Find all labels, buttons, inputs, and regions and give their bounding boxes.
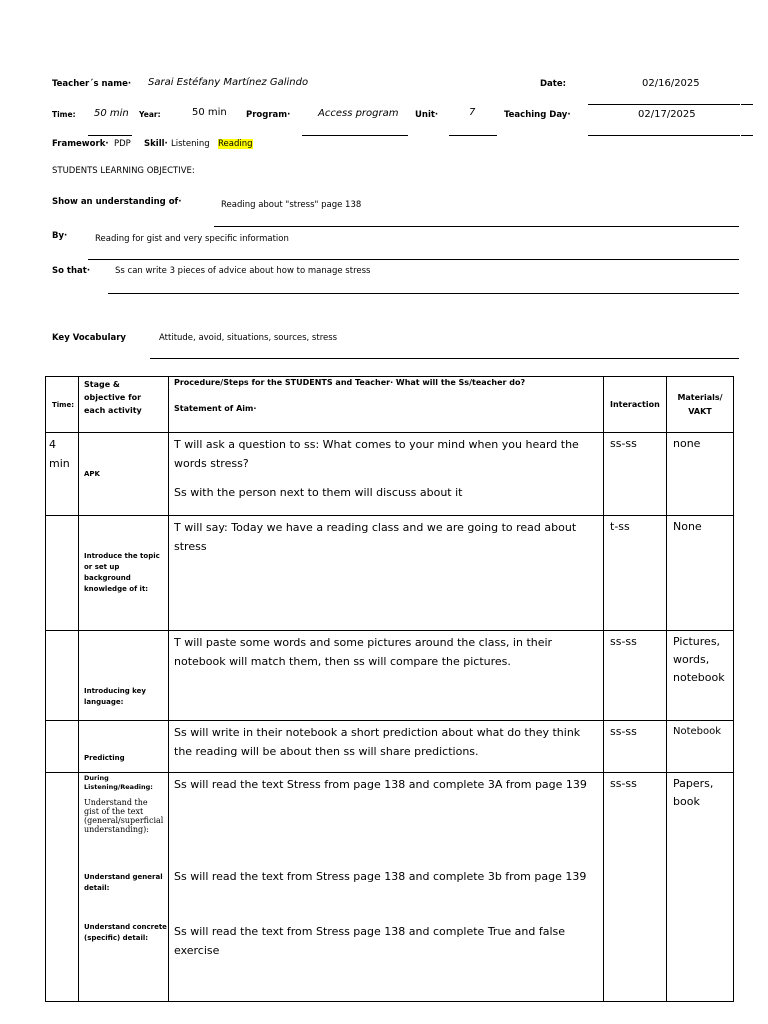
show-understanding-label: Show an understanding of· bbox=[52, 197, 182, 207]
teacher-name-label: Teacher´s name· bbox=[52, 79, 132, 89]
table-row bbox=[46, 433, 734, 516]
skill-listening: Listening bbox=[171, 139, 210, 149]
row-materials: none bbox=[667, 433, 734, 516]
row-procedure: T will paste some words and some pictures around the class, in their notebook will match them, then ss will compare the pictures. bbox=[169, 631, 604, 721]
table-row bbox=[46, 631, 734, 721]
stage-during: During Listening/Reading: bbox=[84, 774, 153, 791]
table-row bbox=[46, 773, 734, 1002]
objective-title: STUDENTS LEARNING OBJECTIVE: bbox=[52, 166, 195, 176]
row-time bbox=[46, 721, 79, 773]
teaching-day-label: Teaching Day· bbox=[504, 110, 571, 120]
unit-underline bbox=[449, 135, 497, 136]
row-time bbox=[46, 631, 79, 721]
teacher-name-value: Sarai Estéfany Martínez Galindo bbox=[148, 77, 309, 88]
key-vocabulary-label: Key Vocabulary bbox=[52, 333, 126, 343]
by-label: By· bbox=[52, 231, 68, 241]
year-label: Year: bbox=[139, 110, 161, 119]
by-value: Reading for gist and very specific information bbox=[95, 234, 289, 244]
row-procedure: T will ask a question to ss: What comes to your mind when you heard the words stress? Ss with the person next to them will discuss about it bbox=[169, 433, 604, 516]
row-interaction: ss-ss bbox=[604, 433, 667, 516]
row-procedure: Ss will write in their notebook a short prediction about what do they think the reading will be about then ss will share predictions. bbox=[169, 721, 604, 773]
by-underline bbox=[88, 259, 739, 260]
row-materials: Notebook bbox=[667, 721, 734, 773]
time-underline bbox=[88, 135, 132, 136]
teaching-day-underline bbox=[588, 135, 740, 136]
row-stage: APK bbox=[79, 433, 169, 516]
row-procedure: T will say: Today we have a reading class and we are going to read about stress bbox=[169, 516, 604, 631]
row-interaction: ss-ss bbox=[604, 721, 667, 773]
program-underline bbox=[302, 135, 408, 136]
header-time: Time: bbox=[46, 377, 79, 433]
lesson-plan-table bbox=[45, 376, 734, 1002]
date-underline bbox=[588, 104, 740, 105]
program-label: Program· bbox=[246, 110, 291, 120]
row-stage: Introduce the topic or set up background knowledge of it: bbox=[79, 516, 169, 631]
key-vocabulary-underline bbox=[150, 358, 739, 359]
header-materials: Materials/ VAKT bbox=[667, 377, 734, 433]
row-time bbox=[46, 516, 79, 631]
header-stage: Stage & objective for each activity bbox=[79, 377, 169, 433]
stage-gist: Understand the gist of the text (general/superficial understanding): bbox=[84, 798, 164, 834]
table-header-row bbox=[46, 377, 734, 433]
stage-general: Understand general detail: bbox=[84, 873, 163, 892]
skill-reading-highlight: Reading bbox=[218, 139, 253, 149]
row-interaction: t-ss bbox=[604, 516, 667, 631]
time-value: 50 min bbox=[94, 108, 129, 119]
teaching-day-underline-ext bbox=[741, 135, 753, 136]
header-interaction: Interaction bbox=[604, 377, 667, 433]
row-materials: Papers, book bbox=[667, 773, 734, 1002]
teaching-day-value: 02/17/2025 bbox=[638, 109, 696, 120]
show-understanding-underline bbox=[214, 226, 739, 227]
table-row bbox=[46, 516, 734, 631]
time-label: Time: bbox=[52, 110, 76, 119]
header-procedure: Procedure/Steps for the STUDENTS and Teacher· What will the Ss/teacher do? Statement of Aim· bbox=[169, 377, 604, 433]
row-materials: Pictures, words, notebook bbox=[667, 631, 734, 721]
date-label: Date: bbox=[540, 79, 567, 89]
row-procedure: Ss will read the text Stress from page 138 and complete 3A from page 139 Ss will read the text from Stress page 138 and complete 3b from page 139 Ss will read the text from Stress page 138 and complete True and false exercise bbox=[169, 773, 604, 1002]
row-materials: None bbox=[667, 516, 734, 631]
row-time: 4 min bbox=[46, 433, 79, 516]
row-interaction: ss-ss bbox=[604, 773, 667, 1002]
date-underline-ext bbox=[741, 104, 753, 105]
row-stage bbox=[79, 773, 169, 1002]
show-understanding-value: Reading about "stress" page 138 bbox=[221, 200, 362, 210]
key-vocabulary-value: Attitude, avoid, situations, sources, stress bbox=[159, 333, 338, 343]
unit-value: 7 bbox=[469, 107, 476, 118]
so-that-underline bbox=[108, 293, 739, 294]
date-value: 02/16/2025 bbox=[642, 78, 700, 89]
so-that-value: Ss can write 3 pieces of advice about how to manage stress bbox=[115, 266, 371, 276]
row-stage: Introducing key language: bbox=[79, 631, 169, 721]
skill-label: Skill· bbox=[144, 139, 168, 149]
row-interaction: ss-ss bbox=[604, 631, 667, 721]
so-that-label: So that· bbox=[52, 266, 91, 276]
unit-label: Unit· bbox=[415, 110, 439, 120]
framework-label: Framework· bbox=[52, 139, 109, 149]
framework-value: PDP bbox=[114, 139, 131, 149]
row-stage: Predicting bbox=[79, 721, 169, 773]
year-value: 50 min bbox=[192, 107, 227, 118]
table-row bbox=[46, 721, 734, 773]
row-time bbox=[46, 773, 79, 1002]
stage-concrete: Understand concrete (specific) detail: bbox=[84, 923, 167, 942]
program-value: Access program bbox=[318, 108, 399, 119]
